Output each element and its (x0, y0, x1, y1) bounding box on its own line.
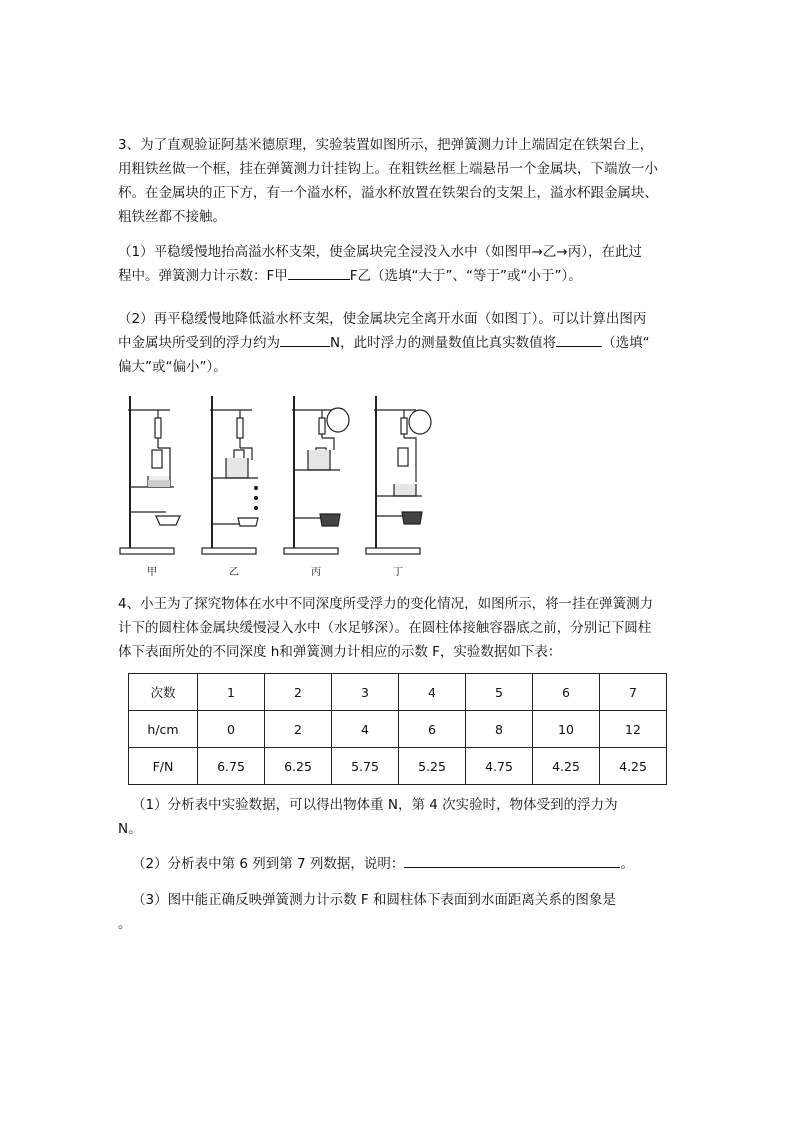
table-cell: 5.25 (399, 748, 466, 785)
q3-intro-line: 用粗铁丝做一个框，挂在弹簧测力计挂钩上。在粗铁丝框上端悬吊一个金属块，下端放一小 (118, 161, 658, 177)
q4-sub2-text: 。 (620, 856, 634, 872)
table-row (129, 674, 667, 711)
q3-part1-line2 (118, 264, 678, 288)
table-row (129, 748, 667, 785)
q4-intro (118, 592, 678, 664)
table-cell: 6 (533, 674, 600, 711)
apparatus-yi (202, 396, 258, 554)
table-cell: 6.25 (265, 748, 332, 785)
table-cell: 0 (198, 711, 265, 748)
table-cell: 6 (399, 711, 466, 748)
q4-intro-line: 4、小王为了探究物体在水中不同深度所受浮力的变化情况，如图所示，将一挂在弹簧测力 (118, 596, 654, 612)
table-cell: 5 (466, 674, 533, 711)
table-cell: 3 (332, 674, 399, 711)
apparatus-jia (120, 396, 180, 554)
q4-sub2-text: （2）分析表中第 6 列到第 7 列数据，说明： (132, 856, 405, 872)
answer-blank-bias[interactable] (556, 332, 602, 347)
table-cell: h/cm (129, 711, 198, 748)
q3-intro (118, 133, 678, 229)
caption-ding: 丁 (393, 567, 403, 578)
table-cell: 4.25 (533, 748, 600, 785)
caption-yi: 乙 (229, 567, 239, 578)
answer-blank-conclusion[interactable] (404, 853, 620, 868)
q3-part2-line: （2）再平稳缓慢地降低溢水杯支架，使金属块完全离开水面（如图丁）。可以计算出图丙 (118, 311, 647, 327)
table-cell: F/N (129, 748, 198, 785)
q3-intro-line: 3、为了直观验证阿基米德原理，实验装置如图所示，把弹簧测力计上端固定在铁架台上， (118, 137, 654, 153)
apparatus-ding (366, 396, 431, 554)
table-cell: 4.25 (600, 748, 667, 785)
table-cell: 2 (265, 674, 332, 711)
table-cell: 8 (466, 711, 533, 748)
q3-part1-text: 程中。弹簧测力计示数：F甲 (118, 268, 288, 284)
table-cell: 1 (198, 674, 265, 711)
data-table (128, 673, 667, 785)
q4-sub1-line: N。 (118, 821, 142, 837)
q3-part2-line: 偏大”或“偏小”）。 (118, 359, 227, 375)
q4-sub2-line (118, 852, 678, 876)
apparatus-drawing (118, 388, 478, 564)
table-cell: 次数 (129, 674, 198, 711)
q4-intro-line: 计下的圆柱体金属块缓慢浸入水中（水足够深）。在圆柱体接触容器底之前，分别记下圆柱 (118, 620, 652, 636)
apparatus-bing (284, 396, 349, 554)
table-cell: 10 (533, 711, 600, 748)
apparatus-figures (118, 388, 478, 576)
q3-part2-text: N，此时浮力的测量数值比真实数值将 (330, 335, 557, 351)
answer-blank-buoyancy[interactable] (280, 332, 330, 347)
q3-intro-line: 杯。在金属块的正下方，有一个溢水杯，溢水杯放置在铁架台的支架上，溢水杯跟金属块、 (118, 185, 658, 201)
q4-sub1-line: （1）分析表中实验数据，可以得出物体重 N，第 4 次实验时，物体受到的浮力为 (132, 797, 618, 813)
table-cell: 4.75 (466, 748, 533, 785)
q4-sub3-line: （3）图中能正确反映弹簧测力计示数 F 和圆柱体下表面到水面距离关系的图象是 (132, 892, 616, 908)
table-cell: 5.75 (332, 748, 399, 785)
caption-bing: 丙 (311, 567, 321, 578)
q4-sub3 (118, 888, 678, 936)
caption-jia: 甲 (147, 567, 157, 578)
q3-part2-line2 (118, 331, 678, 355)
q4-intro-line: 体下表面所处的不同深度 h和弹簧测力计相应的示数 F，实验数据如下表： (118, 644, 562, 660)
q4-sub3-line: 。 (118, 916, 132, 932)
q3-part2-text: （选填“ (602, 335, 650, 351)
q4-sub1 (118, 793, 678, 841)
q3-part2 (118, 307, 678, 379)
table-cell: 6.75 (198, 748, 265, 785)
q3-part2-text: 中金属块所受到的浮力约为 (118, 335, 280, 351)
q3-part1 (118, 240, 678, 288)
table-cell: 4 (399, 674, 466, 711)
q3-part1-text: F乙（选填“大于”、“等于”或“小于”）。 (349, 268, 582, 284)
table-cell: 2 (265, 711, 332, 748)
q3-part1-line: （1）平稳缓慢地抬高溢水杯支架，使金属块完全浸没入水中（如图甲→乙→丙），在此过 (118, 244, 642, 260)
table-cell: 12 (600, 711, 667, 748)
table-cell: 4 (332, 711, 399, 748)
q4-sub2 (118, 852, 678, 876)
table-row (129, 711, 667, 748)
answer-blank-fa-fb[interactable] (288, 265, 350, 280)
q3-intro-line: 粗铁丝都不接触。 (118, 209, 226, 225)
table-cell: 7 (600, 674, 667, 711)
